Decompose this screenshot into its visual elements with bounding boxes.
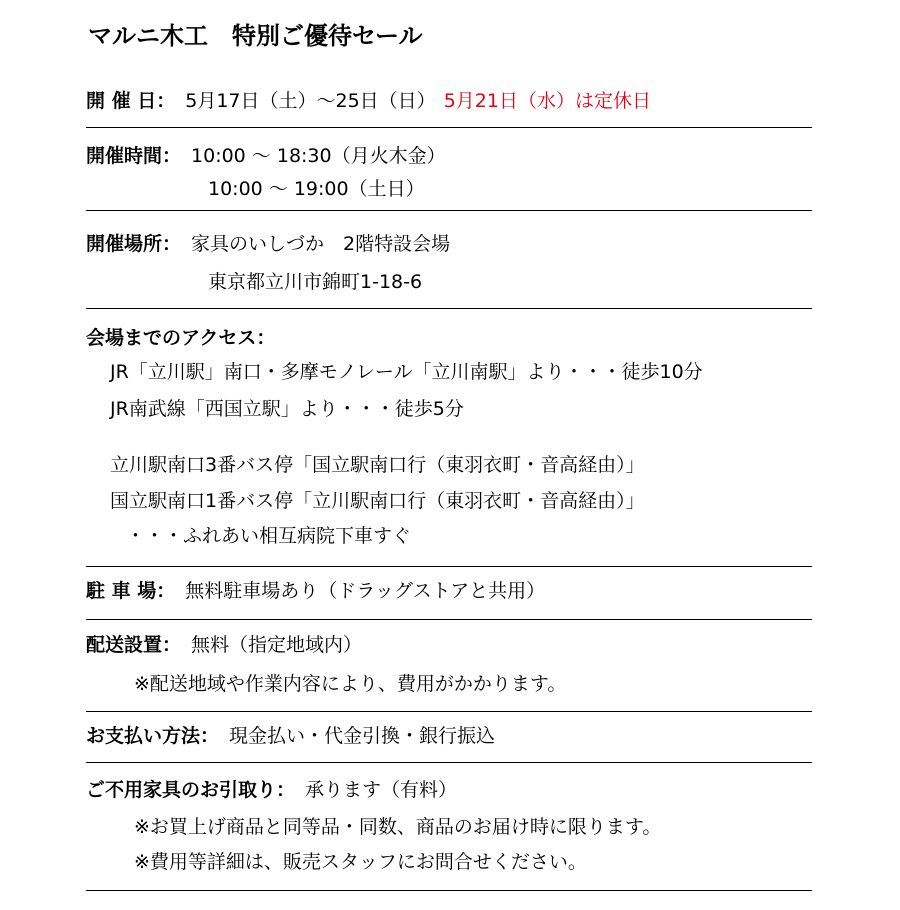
delivery-value: 無料（指定地域内） [191,634,363,656]
payment-label: お支払い方法： [86,725,220,747]
access-section [86,309,812,567]
dates-section [86,80,812,128]
payment-value: 現金払い・代金引換・銀行振込 [229,725,496,747]
access-bus-1: 立川駅南口3番バス停「国立駅南口行（東羽衣町・音高経由）」 [110,454,645,476]
page-title: マルニ木工 特別ご優待セール [88,22,423,50]
delivery-note: ※配送地域や作業内容により、費用がかかります。 [134,673,567,695]
pickup-label: ご不用家具のお引取り： [86,779,296,801]
delivery-row [86,632,362,658]
venue-address: 東京都立川市錦町1-18-6 [208,271,423,293]
venue-name: 家具のいしづか 2階特設会場 [191,233,451,255]
payment-row [86,723,495,749]
venue-row [86,231,450,257]
dates-row [86,88,651,114]
hours-label: 開催時間： [86,145,182,167]
dates-label: 開 催 日： [86,90,176,112]
payment-section [86,712,812,763]
pickup-value: 承ります（有料） [305,779,458,801]
holiday-notice: 5月21日（水）は定休日 [443,90,651,112]
delivery-label: 配送設置： [86,634,182,656]
parking-section [86,567,812,620]
parking-value: 無料駐車場あり（ドラッグストアと共用） [185,580,546,602]
parking-label: 駐 車 場： [86,580,176,602]
pickup-note-1: ※お買上げ商品と同等品・同数、商品のお届け時に限ります。 [134,816,662,838]
pickup-note-2: ※費用等詳細は、販売スタッフにお問合せください。 [134,851,587,873]
hours-row [86,143,446,169]
venue-label: 開催場所： [86,233,182,255]
access-label: 会場までのアクセス： [86,327,276,349]
pickup-row [86,777,457,803]
parking-row [86,578,545,604]
hours-weekday: 10:00 ～ 18:30（月火木金） [191,145,446,167]
access-bus-stop: ・・・ふれあい相互病院下車すぐ [126,525,412,547]
access-train-1: JR「立川駅」南口・多摩モノレール「立川南駅」より・・・徒歩10分 [110,361,703,383]
hours-section [86,128,812,211]
delivery-section [86,620,812,712]
dates-value: 5月17日（土）～25日（日） [185,90,436,112]
venue-section [86,211,812,309]
access-train-2: JR南武線「西国立駅」より・・・徒歩5分 [110,398,464,420]
pickup-section [86,763,812,891]
hours-weekend: 10:00 ～ 19:00（土日） [208,178,425,200]
access-bus-2: 国立駅南口1番バス停「立川駅南口行（東羽衣町・音高経由）」 [110,490,645,512]
